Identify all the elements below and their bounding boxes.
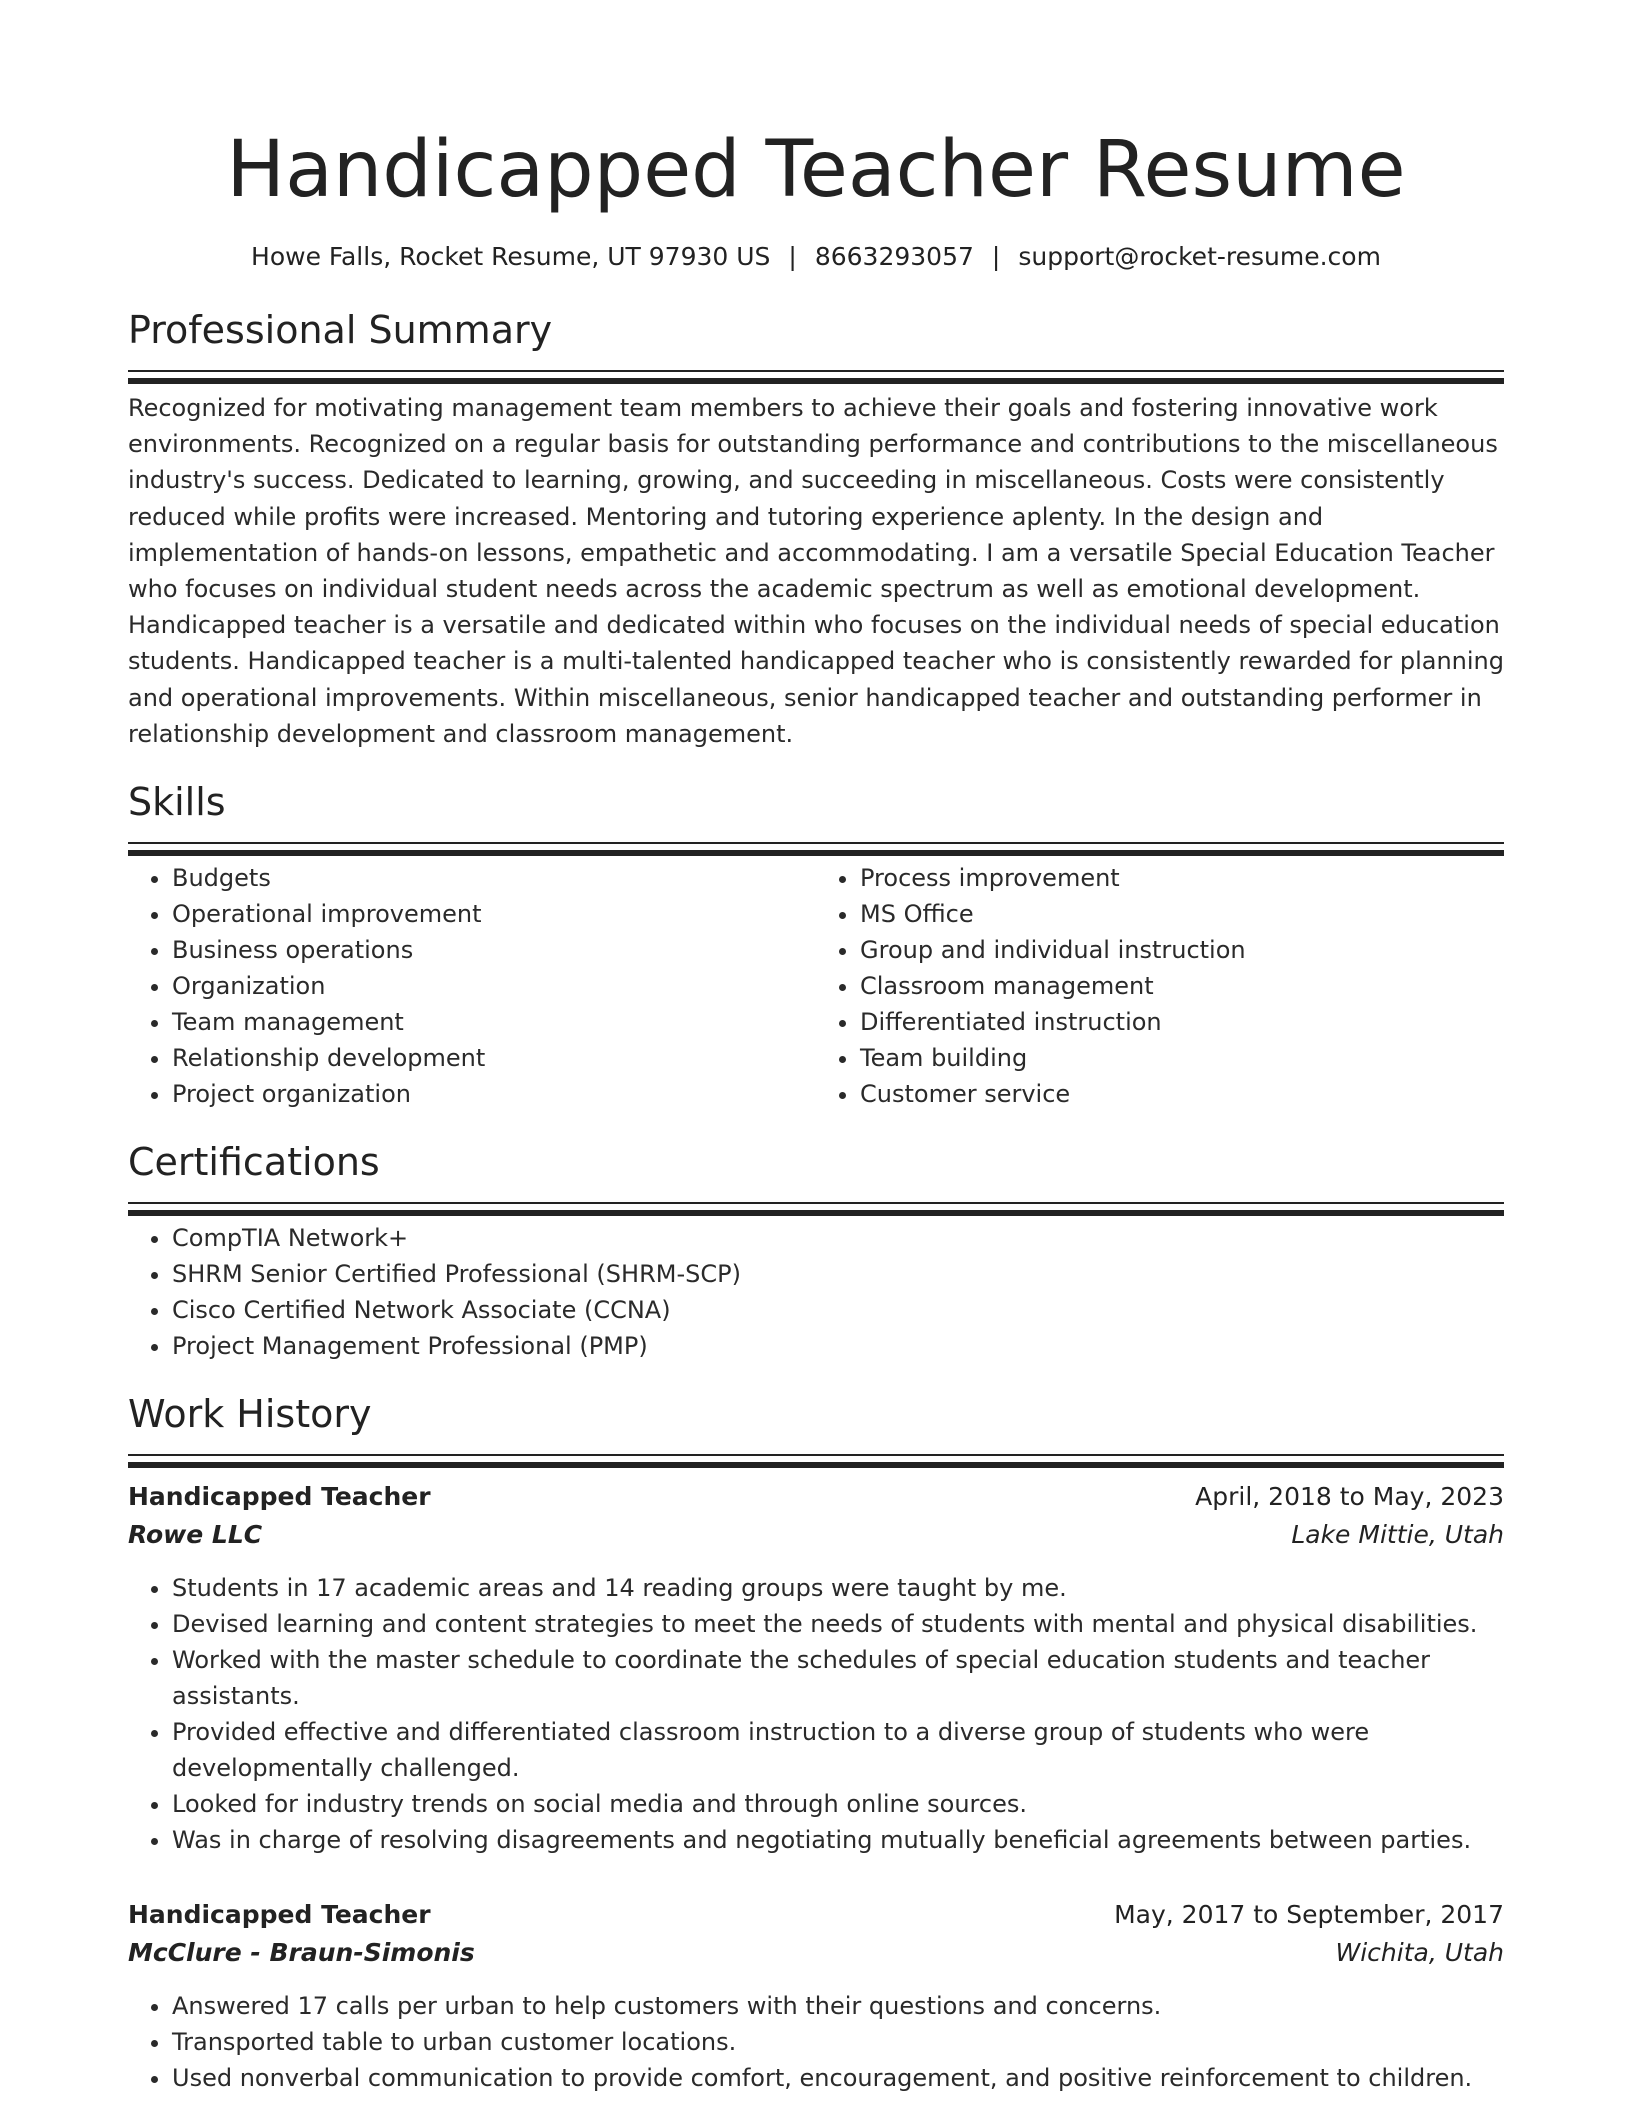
certification-item: • Project Management Professional (PMP): [172, 1328, 1504, 1364]
skill-item: • MS Office: [860, 896, 1504, 932]
job-location: Lake Mittie, Utah: [1291, 1520, 1504, 1550]
certifications-heading: Certifications: [128, 1140, 380, 1185]
job-bullet: • Looked for industry trends on social media and through online sources.: [172, 1786, 1504, 1822]
job-bullet: • Devised learning and content strategies to meet the needs of students with mental and physical disabilities.: [172, 1606, 1504, 1642]
job-bullets: [128, 1988, 1504, 2096]
job-subheader: [128, 1516, 1504, 1554]
job-header: [128, 1896, 1504, 1934]
certifications-section: [128, 1136, 1504, 1364]
job-bullet: • Was in charge of resolving disagreements and negotiating mutually beneficial agreements between parties.: [172, 1822, 1504, 1858]
job-subheader: [128, 1934, 1504, 1972]
summary-section: [128, 304, 1504, 752]
job-company: McClure - Braun-Simonis: [128, 1938, 475, 1968]
skill-item: • Budgets: [172, 860, 816, 896]
skill-item: • Group and individual instruction: [860, 932, 1504, 968]
job-header: [128, 1478, 1504, 1516]
certification-item: • CompTIA Network+: [172, 1220, 1504, 1256]
summary-heading: Professional Summary: [128, 308, 553, 352]
skill-item: • Differentiated instruction: [860, 1004, 1504, 1040]
certification-item: • SHRM Senior Certified Professional (SHRM-SCP): [172, 1256, 1504, 1292]
job-title: Handicapped Teacher: [128, 1482, 431, 1512]
resume-page: [128, 0, 1504, 2096]
skills-section: [128, 776, 1504, 1112]
skill-item: • Operational improvement: [172, 896, 816, 932]
summary-text: Recognized for motivating management team members to achieve their goals and fostering innovative work environments. Recognized on a regular basis for outstanding performance and contributions to the miscellaneous industry's success. Dedicated to learning, growing, and succeeding in miscellaneous. Costs were consistently reduced while profits were increased. Mentoring and tutoring experience aplenty. In the design and implementation of hands-on lessons, empathetic and accommodating. I am a versatile Special Education Teacher who focuses on individual student needs across the academic spectrum as well as emotional development. Handicapped teacher is a versatile and dedicated within who focuses on the individual needs of special education students. Handicapped teacher is a multi-talented handicapped teacher who is consistently rewarded for planning and operational improvements. Within miscellaneous, senior handicapped teacher and outstanding performer in relationship development and classroom management.: [128, 394, 1504, 748]
skills-grid: [128, 860, 1504, 1112]
skill-item: • Business operations: [172, 932, 816, 968]
job-title: Handicapped Teacher: [128, 1900, 431, 1930]
contact-line: [128, 240, 1504, 274]
certification-item: • Cisco Certified Network Associate (CCNA): [172, 1292, 1504, 1328]
job-entry: [128, 1896, 1504, 2096]
job-entry: [128, 1478, 1504, 1858]
job-bullet: • Answered 17 calls per urban to help customers with their questions and concerns.: [172, 1988, 1504, 2024]
skill-item: • Relationship development: [172, 1040, 816, 1076]
section-divider: [128, 1202, 1504, 1204]
section-divider: [128, 842, 1504, 844]
resume-title: Handicapped Teacher Resume: [226, 125, 1406, 215]
skill-item: • Organization: [172, 968, 816, 1004]
job-bullet: • Provided effective and differentiated classroom instruction to a diverse group of students who were developmentally challenged.: [172, 1714, 1504, 1786]
job-dates: May, 2017 to September, 2017: [1114, 1900, 1504, 1930]
contact-separator: |: [991, 242, 1001, 271]
job-bullet: • Students in 17 academic areas and 14 reading groups were taught by me.: [172, 1570, 1504, 1606]
job-bullet: • Worked with the master schedule to coordinate the schedules of special education students and teacher assistants.: [172, 1642, 1504, 1714]
section-divider: [128, 1454, 1504, 1456]
skill-item: • Team building: [860, 1040, 1504, 1076]
job-bullet: • Transported table to urban customer locations.: [172, 2024, 1504, 2060]
skill-item: • Project organization: [172, 1076, 816, 1112]
job-dates: April, 2018 to May, 2023: [1195, 1482, 1504, 1512]
skill-item: • Classroom management: [860, 968, 1504, 1004]
contact-phone: 8663293057: [814, 242, 974, 271]
skills-heading: Skills: [128, 780, 226, 825]
job-location: Wichita, Utah: [1335, 1938, 1504, 1968]
job-bullet: • Used nonverbal communication to provide comfort, encouragement, and positive reinforcement to children.: [172, 2060, 1504, 2096]
contact-email: support@rocket-resume.com: [1018, 242, 1381, 271]
contact-separator: |: [788, 242, 797, 271]
skills-column-left: [128, 860, 816, 1112]
job-company: Rowe LLC: [128, 1520, 263, 1550]
work-history-section: [128, 1388, 1504, 2096]
skill-item: • Team management: [172, 1004, 816, 1040]
contact-address: Howe Falls, Rocket Resume, UT 97930 US: [251, 242, 771, 271]
job-bullets: [128, 1570, 1504, 1858]
section-divider: [128, 370, 1504, 372]
skill-item: • Process improvement: [860, 860, 1504, 896]
skills-column-right: [816, 860, 1504, 1112]
work-history-heading: Work History: [128, 1392, 372, 1437]
skill-item: • Customer service: [860, 1076, 1504, 1112]
